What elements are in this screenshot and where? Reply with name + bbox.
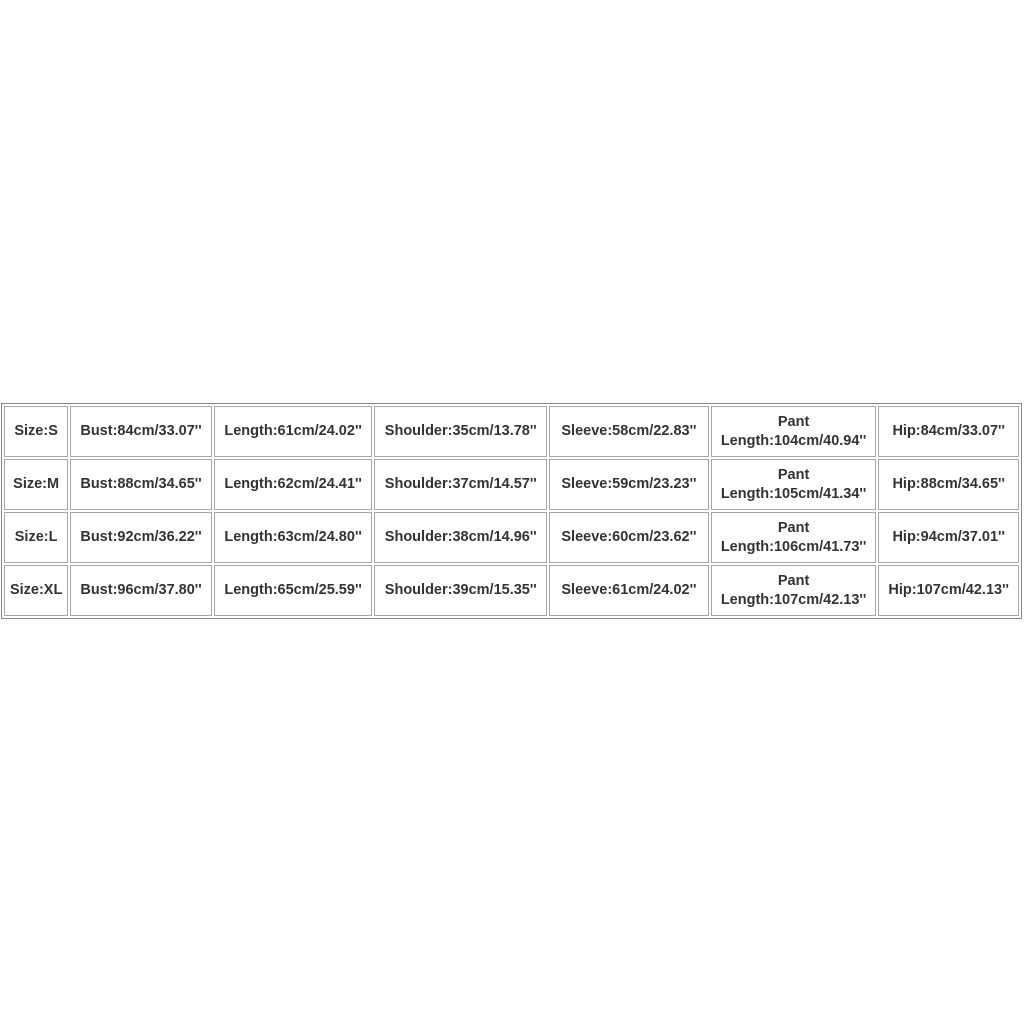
length-cell: Length:65cm/25.59'' xyxy=(214,565,373,616)
length-cell: Length:61cm/24.02'' xyxy=(214,406,373,457)
sleeve-cell: Sleeve:58cm/22.83'' xyxy=(549,406,709,457)
size-cell: Size:L xyxy=(4,512,68,563)
size-cell: Size:S xyxy=(4,406,68,457)
hip-cell: Hip:94cm/37.01'' xyxy=(878,512,1019,563)
hip-cell: Hip:84cm/33.07'' xyxy=(878,406,1019,457)
size-cell: Size:M xyxy=(4,459,68,510)
sleeve-cell: Sleeve:61cm/24.02'' xyxy=(549,565,709,616)
bust-cell: Bust:96cm/37.80'' xyxy=(70,565,212,616)
length-cell: Length:63cm/24.80'' xyxy=(214,512,373,563)
size-row-m xyxy=(4,459,1019,510)
pant-length-cell: Pant Length:104cm/40.94'' xyxy=(711,406,877,457)
size-row-s xyxy=(4,406,1019,457)
size-row-xl xyxy=(4,565,1019,616)
size-cell: Size:XL xyxy=(4,565,68,616)
hip-cell: Hip:88cm/34.65'' xyxy=(878,459,1019,510)
bust-cell: Bust:88cm/34.65'' xyxy=(70,459,212,510)
size-chart-table xyxy=(1,403,1022,619)
shoulder-cell: Shoulder:39cm/15.35'' xyxy=(374,565,547,616)
sleeve-cell: Sleeve:59cm/23.23'' xyxy=(549,459,709,510)
shoulder-cell: Shoulder:38cm/14.96'' xyxy=(374,512,547,563)
bust-cell: Bust:92cm/36.22'' xyxy=(70,512,212,563)
pant-length-cell: Pant Length:105cm/41.34'' xyxy=(711,459,877,510)
hip-cell: Hip:107cm/42.13'' xyxy=(878,565,1019,616)
shoulder-cell: Shoulder:37cm/14.57'' xyxy=(374,459,547,510)
size-chart xyxy=(1,403,1022,619)
pant-length-cell: Pant Length:106cm/41.73'' xyxy=(711,512,877,563)
size-row-l xyxy=(4,512,1019,563)
length-cell: Length:62cm/24.41'' xyxy=(214,459,373,510)
sleeve-cell: Sleeve:60cm/23.62'' xyxy=(549,512,709,563)
shoulder-cell: Shoulder:35cm/13.78'' xyxy=(374,406,547,457)
bust-cell: Bust:84cm/33.07'' xyxy=(70,406,212,457)
pant-length-cell: Pant Length:107cm/42.13'' xyxy=(711,565,877,616)
